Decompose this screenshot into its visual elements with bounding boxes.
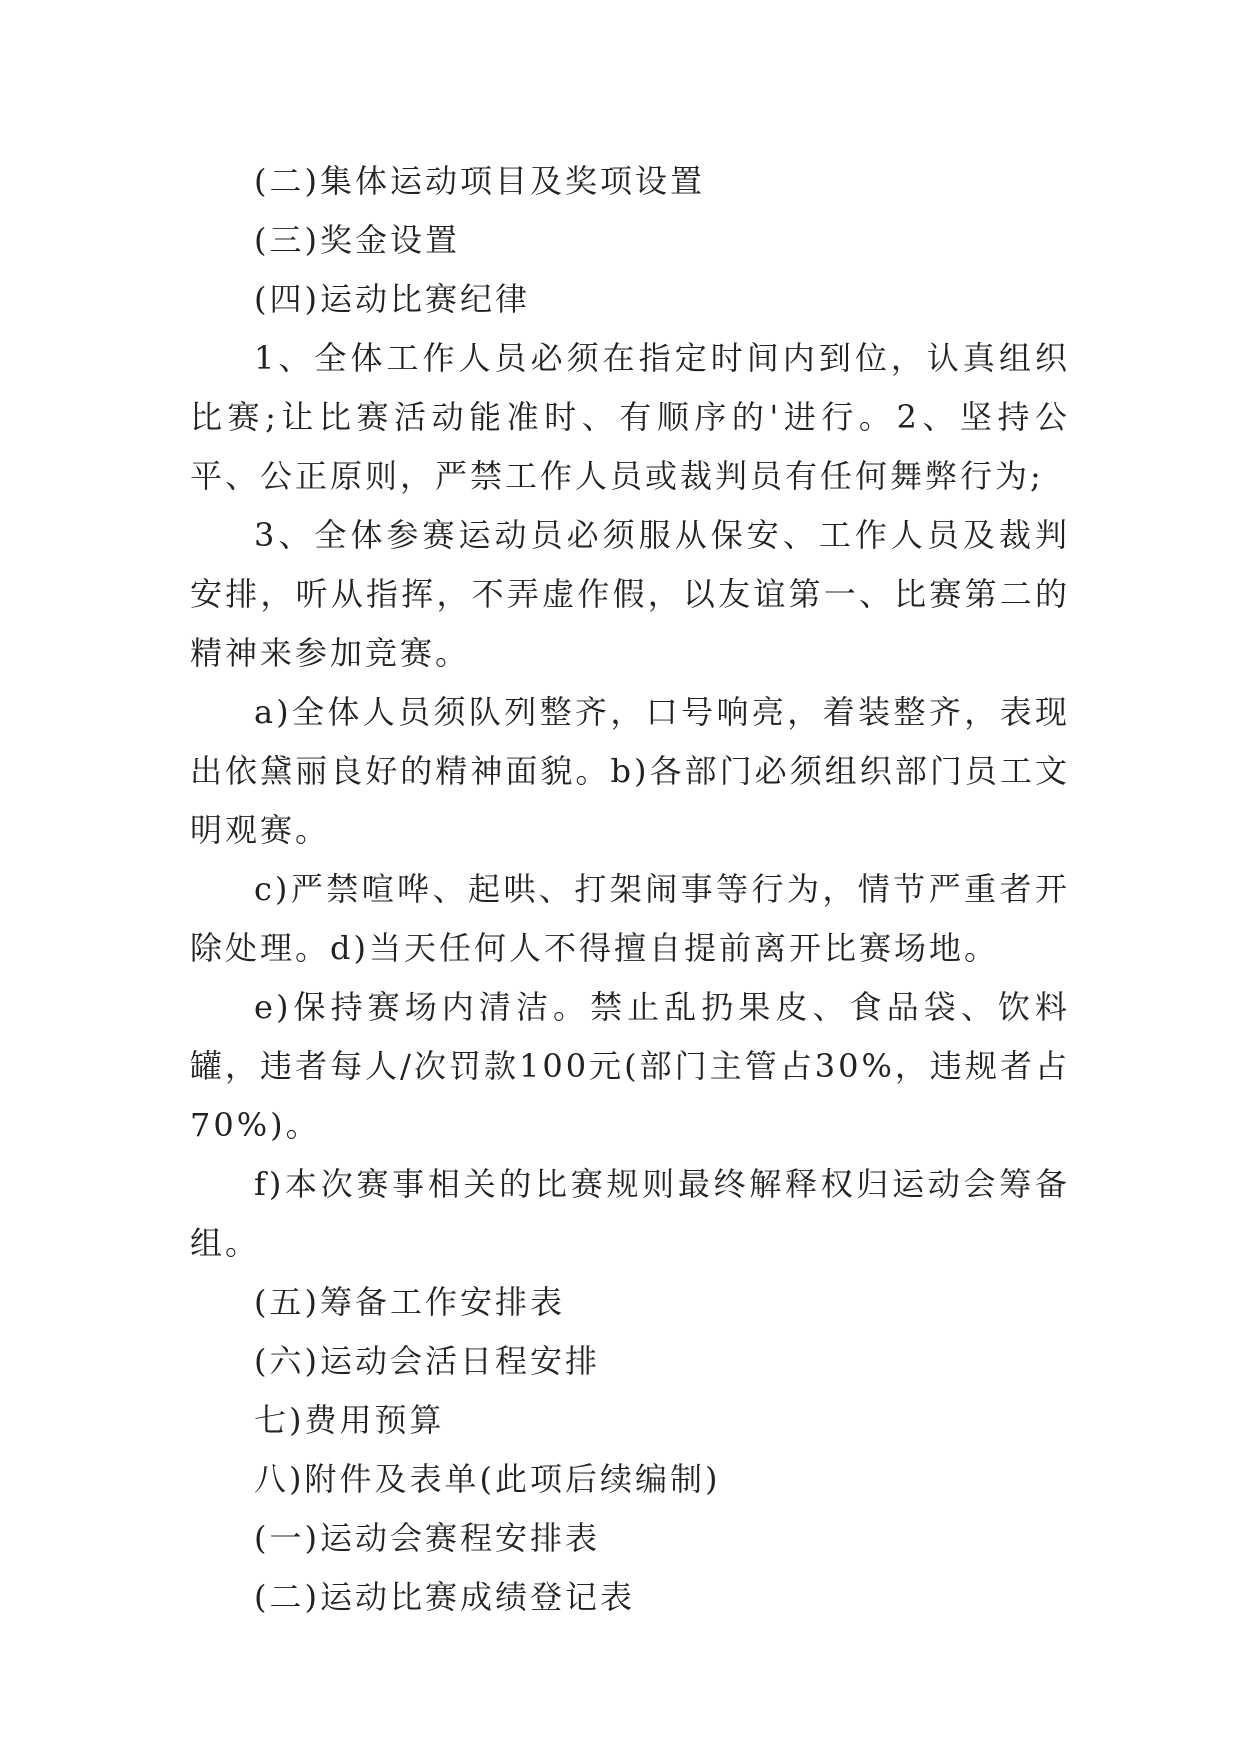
heading-competition-discipline: (四)运动比赛纪律 [254, 280, 530, 318]
heading-attachments: 八)附件及表单(此项后续编制) [254, 1460, 721, 1498]
paragraph-rule-a-b: a)全体人员须队列整齐，口号响亮，着装整齐，表现出依黛丽良好的精神面貌。b)各部门必须组织部门员工文明观赛。 [190, 693, 1070, 849]
paragraph-rule-3: 3、全体参赛运动员必须服从保安、工作人员及裁判安排，听从指挥，不弄虚作假，以友谊第一、比赛第二的精神来参加竞赛。 [190, 516, 1070, 672]
attachment-schedule-table: (一)运动会赛程安排表 [254, 1519, 600, 1557]
heading-prize-money: (三)奖金设置 [254, 221, 460, 259]
paragraph-rule-f: f)本次赛事相关的比赛规则最终解释权归运动会筹备组。 [190, 1165, 1070, 1262]
heading-event-agenda: (六)运动会活日程安排 [254, 1342, 600, 1380]
attachment-results-table: (二)运动比赛成绩登记表 [254, 1578, 635, 1616]
paragraph-rule-e: e)保持赛场内清洁。禁止乱扔果皮、食品袋、饮料罐，违者每人/次罚款100元(部门主管占30%，违规者占70%)。 [190, 988, 1070, 1144]
paragraph-rule-c-d: c)严禁喧哗、起哄、打架闹事等行为，情节严重者开除处理。d)当天任何人不得擅自提前离开比赛场地。 [190, 870, 1070, 967]
document-body [190, 152, 1070, 1627]
paragraph-rule-1-2: 1、全体工作人员必须在指定时间内到位，认真组织比赛;让比赛活动能准时、有顺序的'进行。2、坚持公平、公正原则，严禁工作人员或裁判员有任何舞弊行为; [190, 339, 1070, 495]
heading-preparation-schedule: (五)筹备工作安排表 [254, 1283, 565, 1321]
heading-collective-events: (二)集体运动项目及奖项设置 [254, 162, 705, 200]
heading-budget: 七)费用预算 [254, 1401, 445, 1439]
